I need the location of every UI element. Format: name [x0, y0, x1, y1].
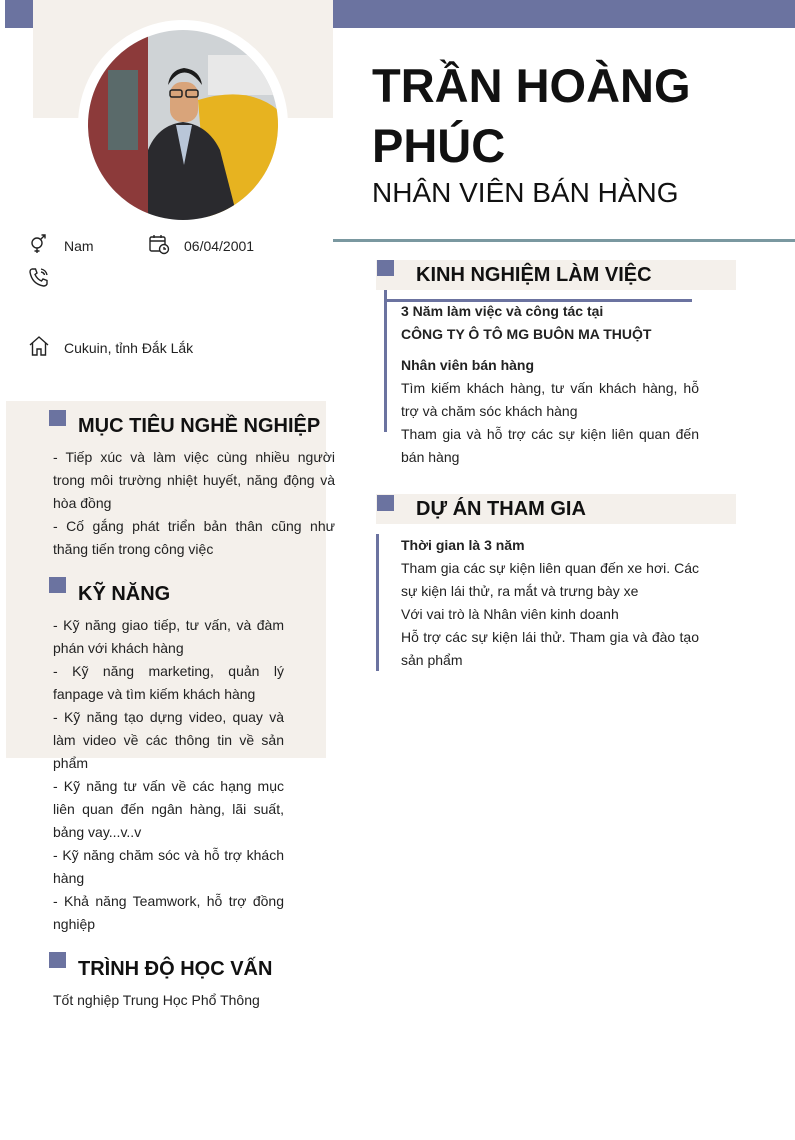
- objective-title: MỤC TIÊU NGHỀ NGHIỆP: [78, 415, 321, 437]
- skill-item: - Kỹ năng marketing, quản lý fanpage và tìm kiếm khách hàng: [53, 663, 284, 702]
- project-line: Hỗ trợ các sự kiện lái thử. Tham gia và đào tạo sản phẩm: [401, 629, 699, 668]
- gender-icon: [28, 233, 50, 255]
- project-line: Tham gia các sự kiện liên quan đến xe hơi. Các sự kiện lái thử, ra mắt và trưng bày xe: [401, 560, 699, 599]
- candidate-name: TRẦN HOÀNG PHÚC: [372, 59, 691, 172]
- project-line: Với vai trò là Nhân viên kinh doanh: [401, 606, 619, 622]
- projects-content: [401, 534, 699, 672]
- section-marker: [377, 495, 394, 511]
- objective-text: [53, 446, 335, 561]
- experience-title: KINH NGHIỆM LÀM VIỆC: [416, 264, 652, 286]
- home-icon: [28, 335, 50, 357]
- objective-line: - Tiếp xúc và làm việc cùng nhiều người trong môi trường nhiệt huyết, năng động và hòa đồng: [53, 449, 335, 511]
- objective-line: - Cố gắng phát triển bản thân cũng như thăng tiến trong công việc: [53, 518, 335, 557]
- projects-timeline: [376, 534, 379, 671]
- birthday-value: 06/04/2001: [184, 238, 255, 254]
- skill-item: - Kỹ năng giao tiếp, tư vấn, và đàm phán với khách hàng: [53, 617, 284, 656]
- job-title: NHÂN VIÊN BÁN HÀNG: [372, 177, 679, 208]
- skill-item: - Khả năng Teamwork, hỗ trợ đồng nghiệp: [53, 893, 284, 932]
- experience-duration: 3 Năm làm việc và công tác tại: [401, 303, 604, 319]
- experience-position: Nhân viên bán hàng: [401, 357, 535, 373]
- section-marker: [49, 577, 66, 593]
- section-marker: [49, 952, 66, 968]
- calendar-icon: [148, 233, 170, 255]
- phone-icon: [28, 266, 50, 288]
- section-marker: [49, 410, 66, 426]
- experience-duty: Tìm kiếm khách hàng, tư vấn khách hàng, hỗ trợ và chăm sóc khách hàng: [401, 380, 699, 419]
- education-text: Tốt nghiệp Trung Học Phổ Thông: [53, 992, 260, 1008]
- skill-item: - Kỹ năng tư vấn về các hạng mục liên quan đến ngân hàng, lãi suất, bảng vay...v..v: [53, 778, 284, 840]
- projects-duration: Thời gian là 3 năm: [401, 537, 525, 553]
- skills-title: KỸ NĂNG: [78, 583, 171, 605]
- header-divider: [333, 239, 795, 242]
- experience-company: CÔNG TY Ô TÔ MG BUÔN MA THUỘT: [401, 326, 652, 342]
- profile-photo: [88, 30, 278, 220]
- gender-value: Nam: [64, 238, 94, 254]
- experience-duty: Tham gia và hỗ trợ các sự kiện liên quan đến bán hàng: [401, 426, 699, 465]
- projects-title: DỰ ÁN THAM GIA: [416, 498, 586, 520]
- address-value: Cukuin, tỉnh Đắk Lắk: [64, 340, 194, 356]
- skill-item: - Kỹ năng chăm sóc và hỗ trợ khách hàng: [53, 847, 284, 886]
- experience-content: [401, 300, 699, 469]
- skills-list: [53, 614, 284, 936]
- education-title: TRÌNH ĐỘ HỌC VẤN: [78, 958, 273, 980]
- experience-timeline: [384, 290, 387, 432]
- skill-item: - Kỹ năng tạo dựng video, quay và làm video về các thông tin về sản phẩm: [53, 709, 284, 771]
- section-marker: [377, 260, 394, 276]
